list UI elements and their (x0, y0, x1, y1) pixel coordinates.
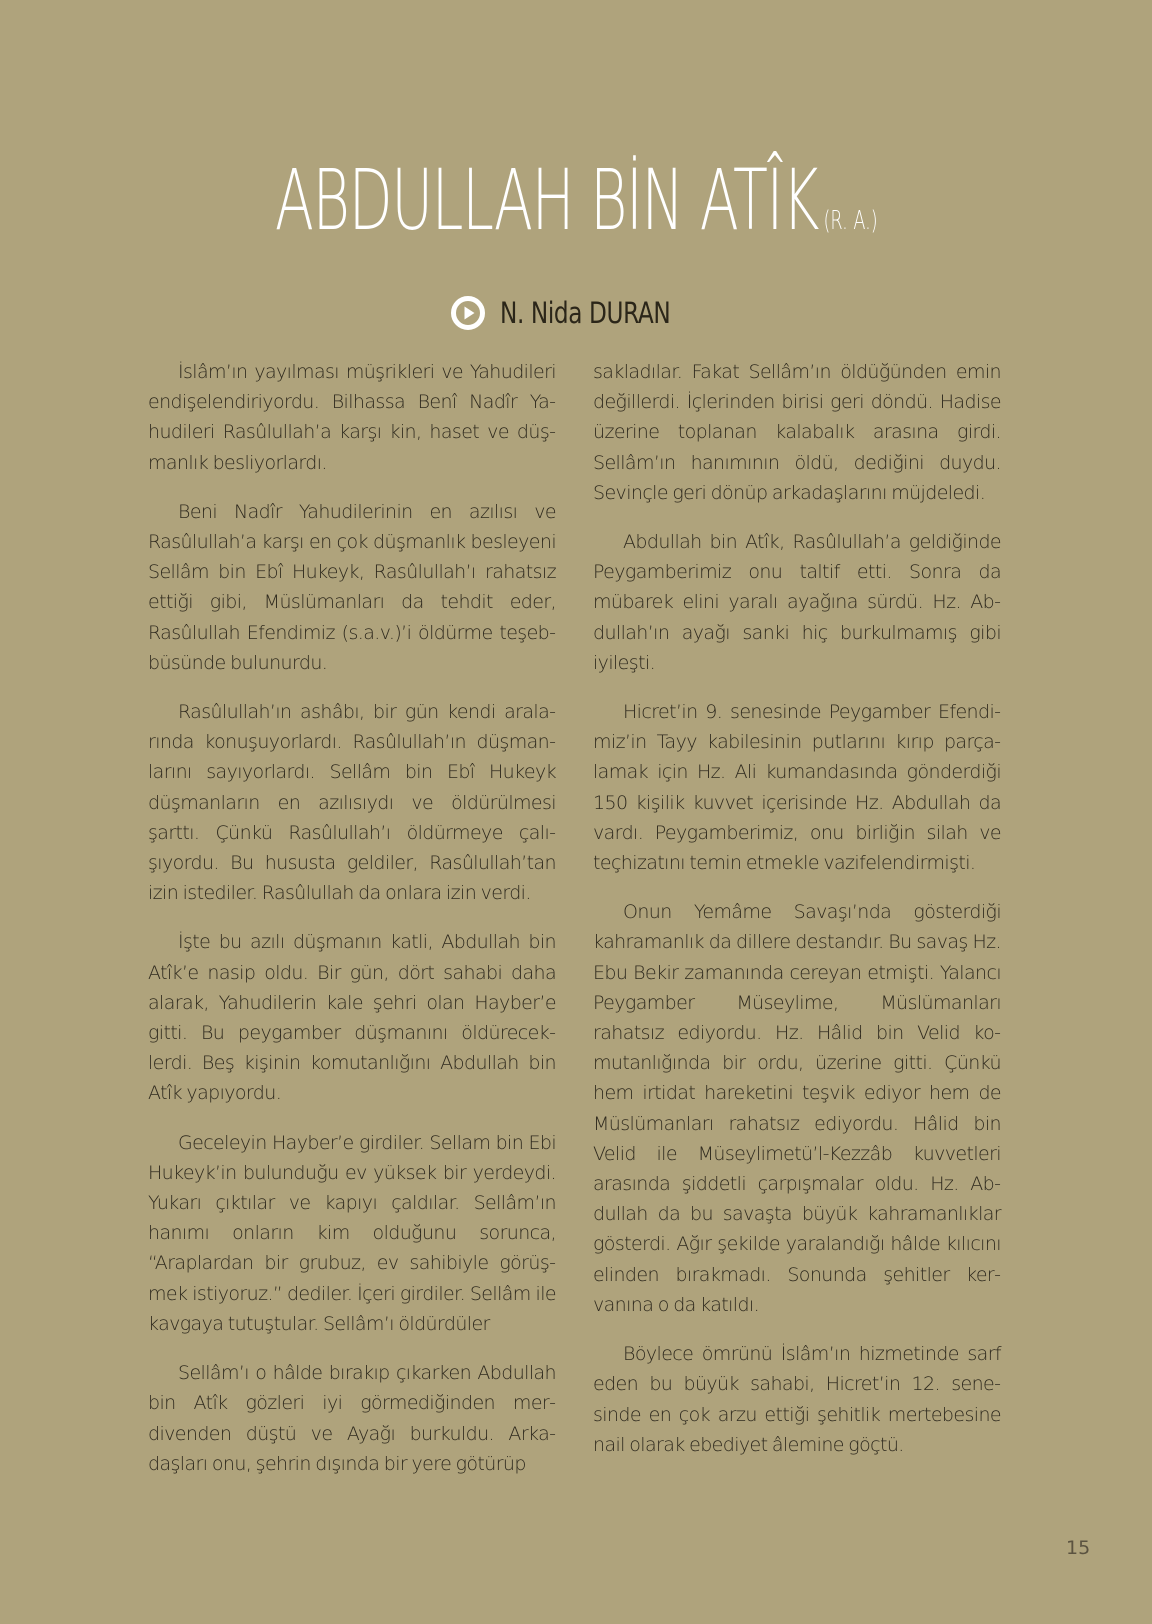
paragraph: Onun Yemâme Savaşı’nda gösterdiği kahramanlık da dillere destandır. Bu savaş Hz. Ebu Bekir zamanında cereyan etmişti. Yalancı Peygamber Müseylime, Müslümanları rahatsız ediyordu. Hz. Hâlid bin Velid komutanlığında bir ordu, üzerine gitti. Çünkü hem irtidat hareketini teşvik ediyor hem de Müslümanları rahatsız ediyordu. Hâlid bin Velid ile Müseylimetü’l-Kezzâb kuvvetleri arasında şiddetli çarpışmalar oldu. Hz. Abdullah da bu savaşta büyük kahramanlıklar gösterdi. Ağır şekilde yaralandığı hâlde kılıcını elinden bırakmadı. Sonunda şehitler kervanına o da katıldı. (593, 901, 1001, 1316)
paragraph: İslâm’ın yayılması müşrikleri ve Yahudileri endişelendiriyordu. Bilhassa Benî Nadîr Yahudileri Rasûlullah’a karşı kin, haset ve düşmanlık besliyorlardı. (148, 361, 556, 474)
left-column (148, 357, 556, 1498)
paragraph: Abdullah bin Atîk, Rasûlullah’a geldiğinde Peygamberimiz onu taltif etti. Sonra da mübarek elini yaralı ayağına sürdü. Hz. Abdullah’ın ayağı sanki hiç burkulmamış gibi iyileşti. (593, 531, 1001, 674)
play-circle-icon (450, 295, 486, 331)
paragraph: Sellâm’ı o hâlde bırakıp çıkarken Abdullah bin Atîk gözleri iyi görmediğinden merdivenden düştü ve Ayağı burkuldu. Arkadaşları onu, şehrin dışında bir yere götürüp (148, 1362, 556, 1475)
paragraph: Geceleyin Hayber’e girdiler. Sellam bin Ebi Hukeyk’in bulunduğu ev yüksek bir yerdeydi. Yukarı çıktılar ve kapıyı çaldılar. Sellâm’ın hanımı onların kim olduğunu sorunca, “Araplardan bir grubuz, ev sahibiyle görüşmek istiyoruz.” dediler. İçeri girdiler. Sellâm ile kavgaya tutuştular. Sellâm’ı öldürdüler (148, 1131, 556, 1335)
author-name: N. Nida DURAN (500, 296, 671, 330)
title-suffix: (R. A.) (823, 206, 878, 236)
author-byline (0, 295, 1152, 331)
title-text: ABDULLAH BİN ATÎK (274, 151, 818, 249)
paragraph: Hicret’in 9. senesinde Peygamber Efendimiz’in Tayy kabilesinin putlarını kırıp parçalamak için Hz. Ali kumandasında gönderdiği 150 kişilik kuvvet içerisinde Hz. Abdullah da vardı. Peygamberimiz, onu birliğin silah ve teçhizatını temin etmekle vazifelendirmişti. (593, 701, 1001, 875)
title-block (0, 151, 1152, 249)
paragraph: Böylece ömrünü İslâm’ın hizmetinde sarf eden bu büyük sahabi, Hicret’in 12. senesinde en çok arzu ettiği şehitlik mertebesine nail olarak ebediyet âlemine göçtü. (593, 1343, 1001, 1456)
article-title (274, 151, 878, 249)
paragraph: İşte bu azılı düşmanın katli, Abdullah bin Atîk’e nasip oldu. Bir gün, dört sahabi daha alarak, Yahudilerin kale şehri olan Hayber’e gitti. Bu peygamber düşmanını öldüreceklerdi. Beş kişinin komutanlığını Abdullah bin Atîk yapıyordu. (148, 931, 556, 1105)
paragraph: Rasûlullah’ın ashâbı, bir gün kendi aralarında konuşuyorlardı. Rasûlullah’ın düşmanlarını sayıyorlardı. Sellâm bin Ebî Hukeyk düşmanların en azılısıydı ve öldürülmesi şarttı. Çünkü Rasûlullah’ı öldürmeye çalışıyordu. Bu hususta geldiler, Rasûlullah’tan izin istediler. Rasûlullah da onlara izin verdi. (148, 701, 556, 905)
paragraph: Beni Nadîr Yahudilerinin en azılısı ve Rasûlullah’a karşı en çok düşmanlık besleyeni Sellâm bin Ebî Hukeyk, Rasûlullah’ı rahatsız ettiği gibi, Müslümanları da tehdit eder, Rasûlullah Efendimiz (s.a.v.)’i öldürme teşebbüsünde bulunurdu. (148, 500, 556, 674)
page-number: 15 (1066, 1537, 1091, 1559)
paragraph-continued: sakladılar. Fakat Sellâm’ın öldüğünden emin değillerdi. İçlerinden birisi geri döndü. Hadise üzerine toplanan kalabalık arasına girdi. Sellâm’ın hanımının öldü, dediğini duydu. Sevinçle geri dönüp arkadaşlarını müjdeledi. (593, 361, 1001, 504)
right-column (593, 357, 1001, 1479)
